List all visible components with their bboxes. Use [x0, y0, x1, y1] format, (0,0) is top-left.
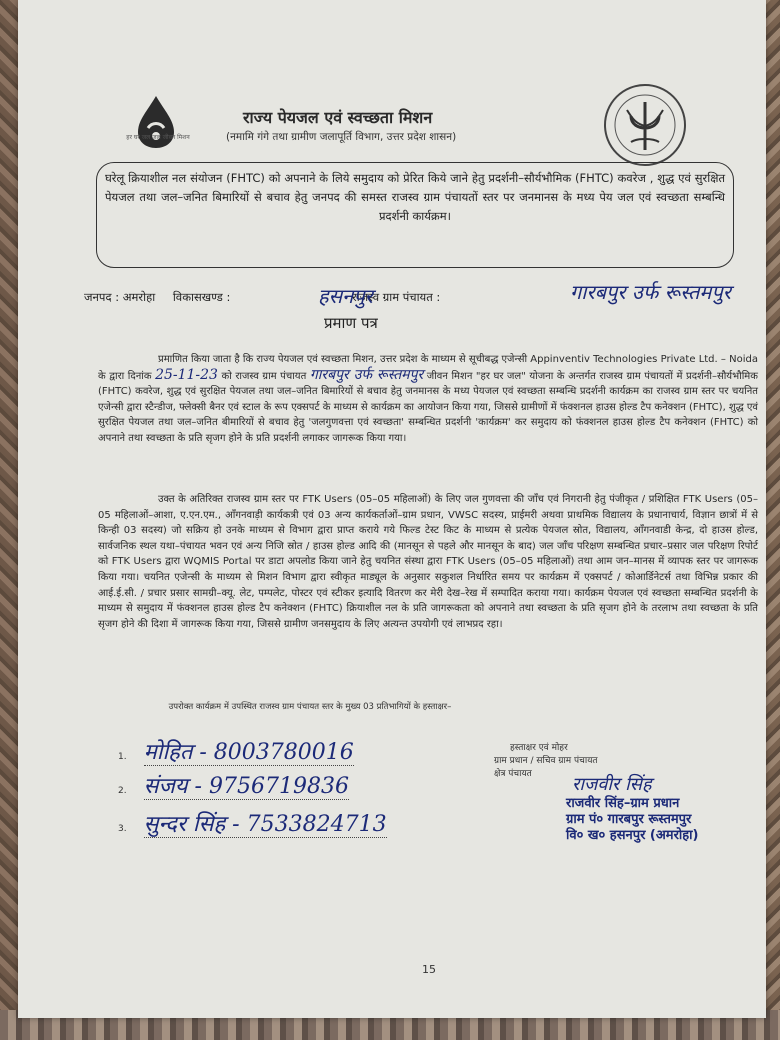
participant-signature-text: मोहित - 8003780016 [143, 740, 354, 765]
stamp-line: वि० ख० हसनपुर (अमरोहा) [566, 828, 699, 843]
para1-gp-handwritten: गारबपुर उर्फ रूस्तमपुर [309, 366, 424, 383]
participant-signature-text: सुन्दर सिंह - 7533824713 [143, 812, 387, 837]
gp-value-handwritten: गारबपुर उर्फ रूस्तमपुर [570, 280, 731, 304]
para2-text: उक्त के अतिरिक्त राजस्व ग्राम स्तर पर FTK Users (05–05 महिलाओं) के लिए जल गुणवत्ता की जाँच एवं निगरानी हेतु पंजीकृत / प्रशिक्षित FTK Users (05–05 महिलाओं–आशा, ए.एन.एम., आँगनवाड़ी कार्यकत्री एवं 03 अन्य कार्यकर्ताओं–ग्राम प्रधान, VWSC सदस्य, प्राईमरी अथवा प्राथमिक विद्यालय के प्रधानाचार्य, विज्ञान छात्रों में से किन्ही 03 सदस्य) जो सक्रिय हो उनके माध्यम से विभाग द्वारा प्राप्त कराये गये फिल्ड टेस्ट किट के माध्यम से प्रत्येक पेयजल स्रोत, विद्यालय, आँगनवाडी केन्द्र, दो हाउस होल्ड, सार्वजनिक स्थल यथा–पंचायत भवन एवं अन्य निजि स्रोत / हाउस होल्ड आदि की (मानसून से पहले और मानसून के बाद) जल जाँच परिक्षण सम्बन्धित प्रचार–प्रसार जल परिक्षण रिपोर्ट को FTK Users द्वारा WQMIS Portal पर डाटा अपलोड किया जाने हेतु चयनित संस्था द्वारा FTK Users (05–05 महिलाओं) तथा आम जन–मानस में व्यापक स्तर पर जागरूक किया गया। चयनित एजेन्सी के माध्यम से मिशन विभाग द्वारा स्वीकृत माड्यूल के अनुसार सकुशल निर्धारित समय पर कार्यक्रम में एक्सपर्ट / कोआर्डिनेटर्स तथा विभिन्न प्रकार की आई.ई.सी. / प्रचार प्रसार सामग्री–क्यू. लेट, पम्पलेट, पोस्टर एवं स्टीकर इत्यादि वितरण कर मेरी देख–रेख में सम्पादित कराया गया। कार्यक्रम पेयजल एवं स्वच्छता सम्बन्धित प्रदर्शनी के माध्यम से समुदाय में फंक्शनल हाउस होल्ड टैप कनेक्शन (FHTC) क्रियाशील नल के प्रति जागरूकता को अपनाने तथा स्वच्छता के प्रति सृजग होने के तरलाभ तथा स्वच्छता के प्रति सृजग होने की दिशा में जागरूक किया गया, जिससे ग्रामीण जनसमुदाय के लिए अत्यन्त उपयोगी एवं लाभप्रद रहा। [98, 494, 758, 630]
mission-title: राज्य पेयजल एवं स्वच्छता मिशन [243, 108, 433, 127]
caption-line: क्षेत्र पंचायत [494, 769, 532, 779]
water-mission-logo-icon [126, 92, 186, 156]
certificate-paragraph-2 [98, 492, 758, 632]
background-carpet-right [764, 0, 780, 1040]
stamp-line: राजवीर सिंह–ग्राम प्रधान [566, 796, 680, 811]
certificate-title: प्रमाण पत्र [324, 314, 378, 332]
official-handwritten-signature: राजवीर सिंह [572, 774, 652, 795]
signatures-intro: उपरोक्त कार्यक्रम में उपस्थित राजस्व ग्राम पंचायत स्तर के मुख्य 03 प्रतिभागियों के हस्ताक्षर– [168, 702, 452, 712]
participant-signature [118, 770, 349, 800]
para1-text-mid: को राजस्व ग्राम पंचायत [221, 370, 307, 382]
participant-signature [118, 736, 354, 766]
participant-number: 3. [118, 824, 127, 834]
logo-caption: हर घर जल जल जीवन मिशन [126, 134, 190, 141]
document-page [18, 0, 766, 1018]
participant-number: 1. [118, 752, 127, 762]
program-date-handwritten: 25-11-23 [155, 366, 218, 383]
location-fields [84, 290, 440, 305]
block-value-handwritten: हसनपुर [318, 284, 373, 308]
participant-signature-text: संजय - 9756719836 [143, 774, 349, 799]
programme-banner [96, 162, 734, 268]
banner-text: घरेलू क्रियाशील नल संयोजन (FHTC) को अपनाने के लिये समुदाय को प्रेरित किये जाने हेतु प्रदर्शनी–सौर्यभौमिक (FHTC) कवरेज , शुद्ध एवं सुरक्षित पेयजल तथा जल–जनित बिमारियों से बचाव हेतु जनपद की समस्त राजस्व ग्राम पंचायतों स्तर पर जनमानस के मध्य पेय जल एवं स्वच्छता सम्बन्धि प्रदर्शनी कार्यक्रम। [105, 171, 725, 223]
block-label: विकासखण्ड : [172, 290, 231, 304]
participant-number: 2. [118, 786, 127, 796]
certificate-paragraph-1 [98, 352, 758, 447]
para1-text-after: जीवन मिशन "हर घर जल" योजना के अन्तर्गत राजस्व ग्राम पंचायतों में प्रदर्शनी–सौर्यभौमिक (FHTC) कवरेज, शुद्ध एवं सुरक्षित पेयजल तथा जल–जनित बिमारियों से बचाव हेतु जनमानस के मध्य पेयजल एवं स्वच्छता सम्बन्धि प्रदर्शनी कार्यक्रम का राजस्व ग्राम स्तर पर चयनित एजेन्सी द्वारा स्टैन्डीज, फ्लेक्सी बैनर एवं स्टाल के रूप एक्सपर्ट के माध्यम से कार्यक्रम का आयोजन किया गया, जिससे ग्रामीणों में फंक्शनल हाउस होल्ड टैप कनेक्शन (FHTC), शुद्ध एवं सुरक्षित पेयजल तथा जल–जनित बीमारियों से बचाव हेतु 'जलगुणवत्ता एवं स्वच्छता' सम्बन्धित प्रदर्शनी 'कार्यक्रम' कर समुदाय को फंक्शनल हाउस होल्ड टैप कनेक्शन (FHTC) को अपनाने तथा स्वच्छता के प्रति सृजग होने के प्रति प्रदर्शनी लगाकर जागरूक किया गया। [98, 370, 758, 444]
gp-label: राजस्व ग्राम पंचायत : [352, 290, 441, 304]
caption-line: हस्ताक्षर एवं मोहर [510, 743, 568, 753]
caption-line: ग्राम प्रधान / सचिव ग्राम पंचायत [494, 756, 598, 766]
participant-signature [118, 808, 387, 838]
district-label: जनपद : अमरोहा [84, 290, 156, 304]
stamp-line: ग्राम पं० गारबपुर रूस्तमपुर [566, 812, 692, 827]
mission-subtitle: (नमामि गंगे तथा ग्रामीण जलापूर्ति विभाग, उत्तर प्रदेश शासन) [226, 131, 457, 143]
official-stamp [566, 796, 698, 844]
para1-text-before: प्रमाणित किया जाता है कि राज्य पेयजल एवं स्वच्छता मिशन, उत्तर प्रदेश के माध्यम से सूचीबद्ध एजेन्सी Appinventiv Technologies Private Ltd. – Noida के द्वारा दिनांक [98, 354, 758, 382]
up-government-seal-icon [601, 80, 689, 170]
page-number: 15 [422, 963, 436, 976]
